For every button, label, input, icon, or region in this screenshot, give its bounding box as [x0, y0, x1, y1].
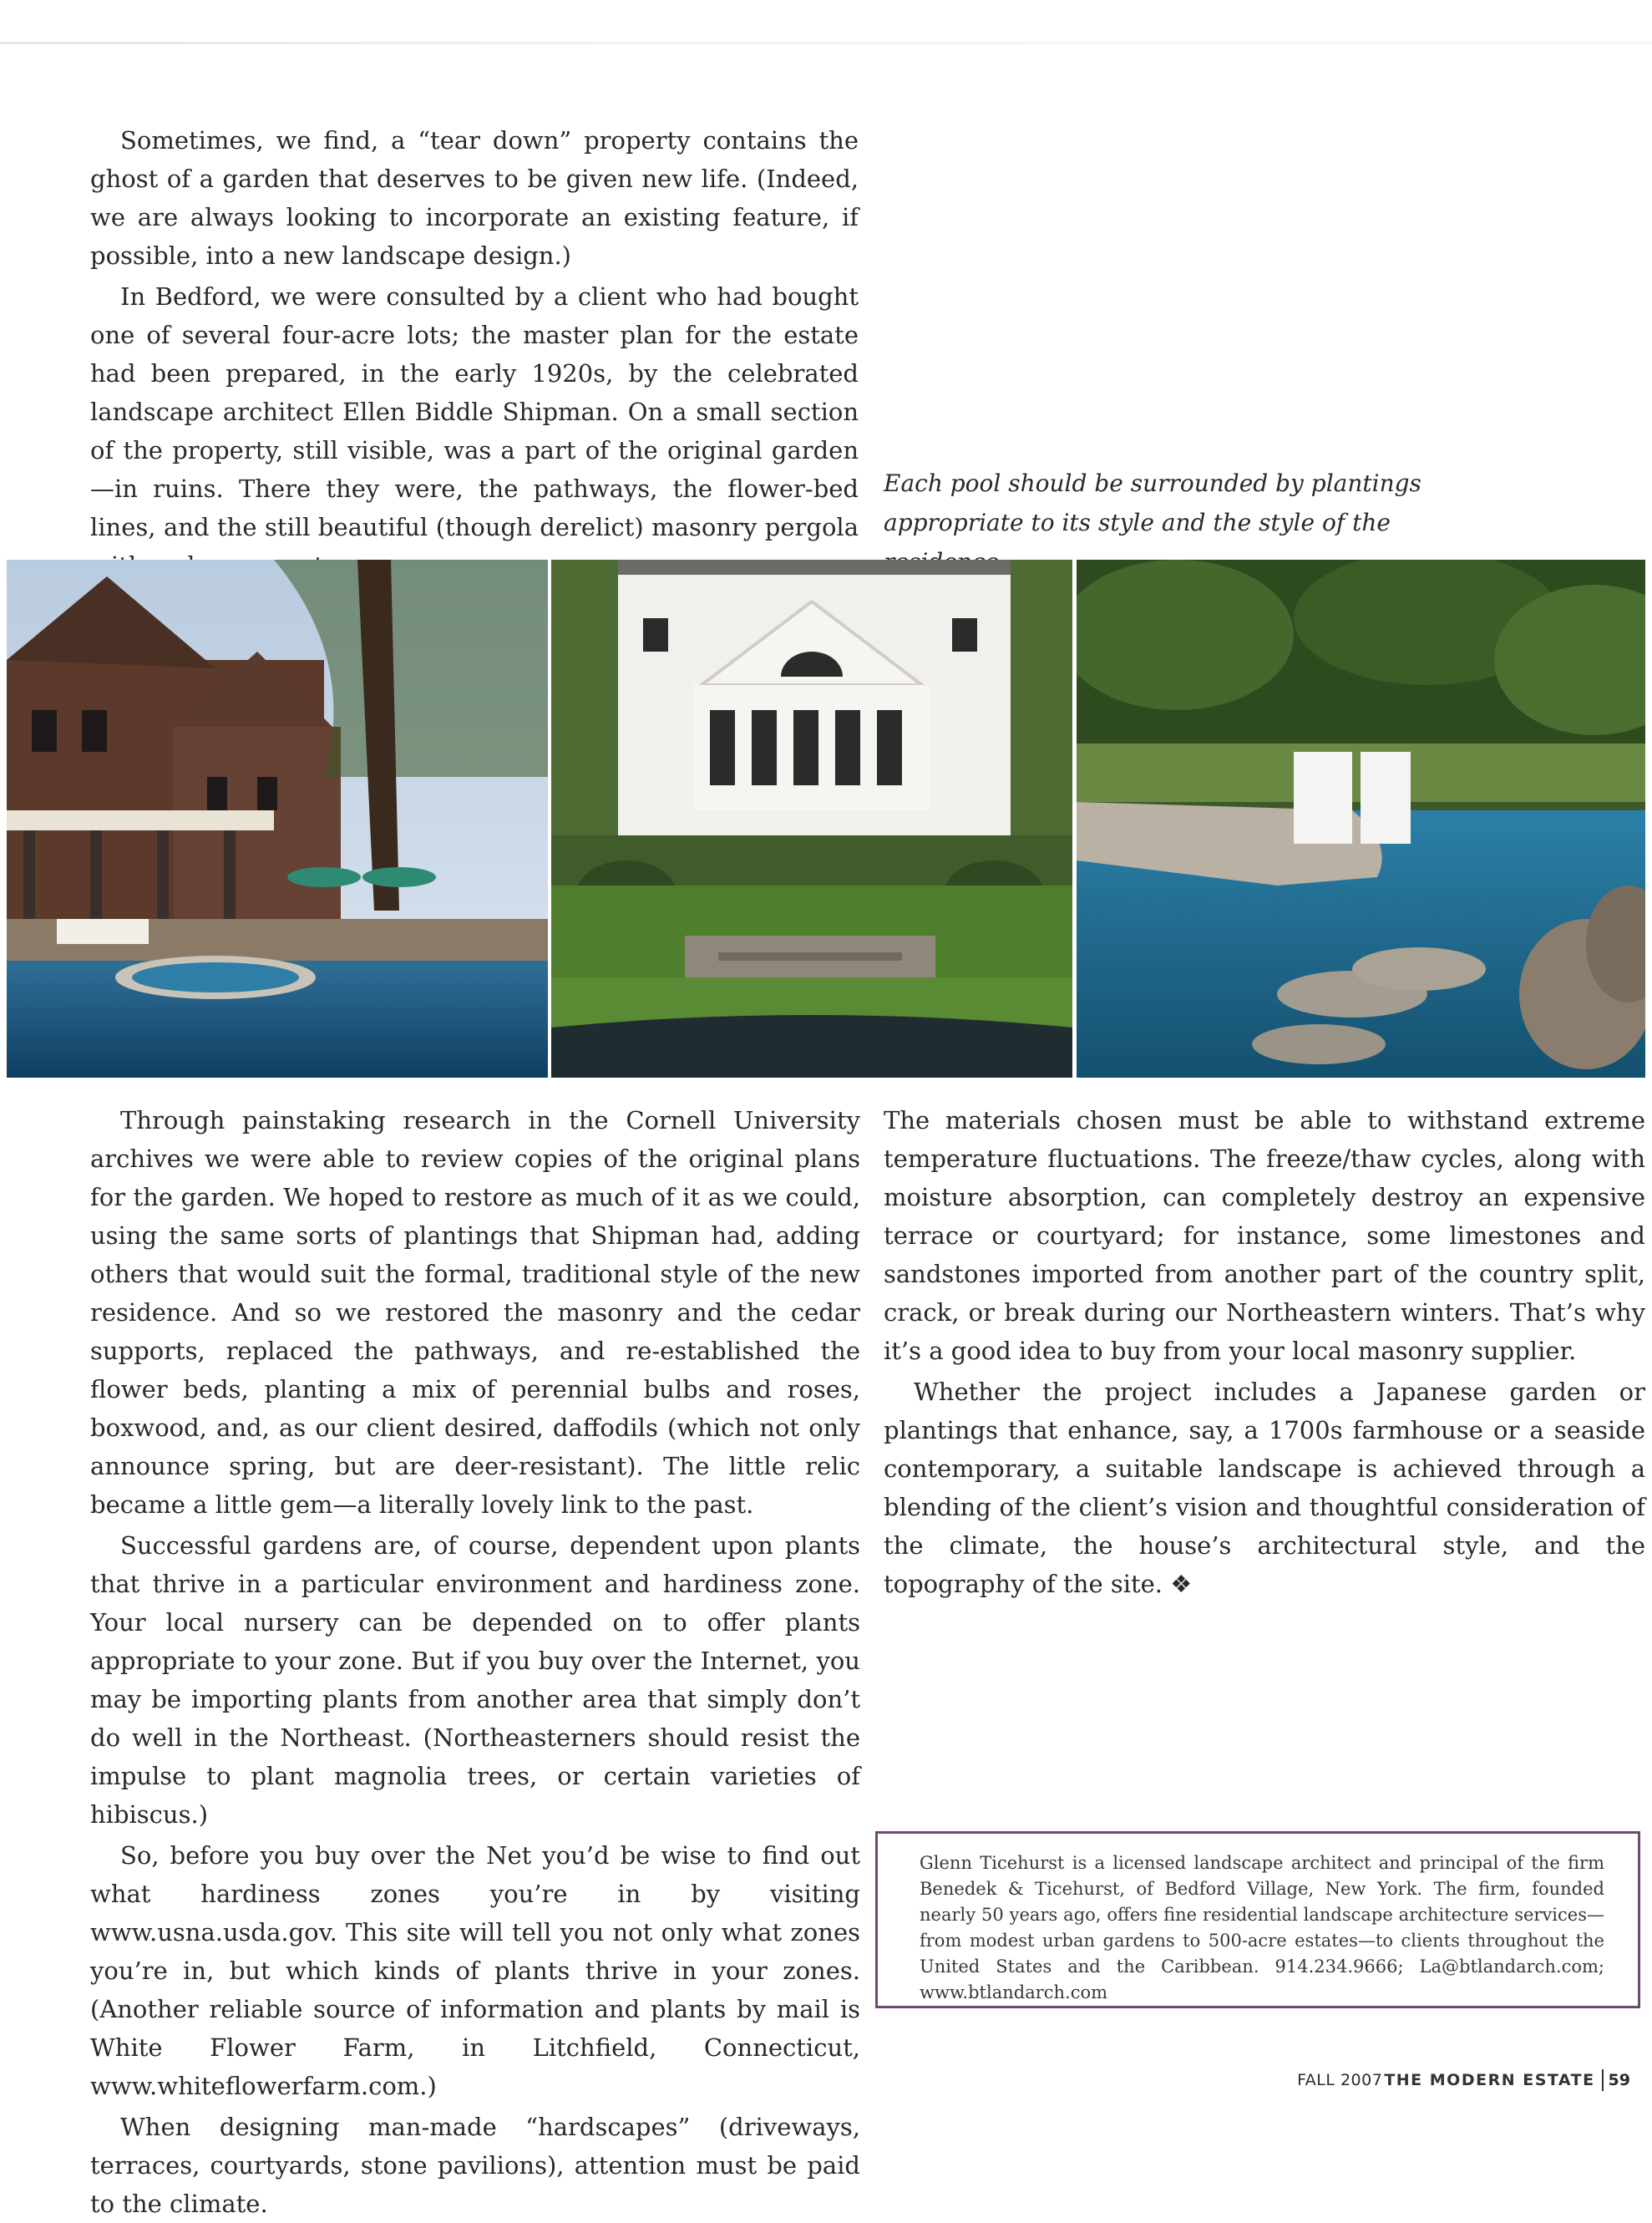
body-paragraph: The materials chosen must be able to withstand extreme temperature fluctuations. The freeze/thaw cycles, along with moisture absorption, can completely destroy an expensive terrace or courtyard; for instance, some limestones and sandstones imported from another part of the country split, crack, or break during our Northeastern winters. That’s why it’s a good idea to buy from your local masonry supplier.: [884, 1106, 1645, 1365]
intro-paragraph: In Bedford, we were consulted by a client who had bought one of several four-acre lots; the master plan for the estate had been prepared, in the early 1920s, by the celebrated landscape architect Ellen Biddle Shipman. On a small section of the property, still visible, was a part of the original garden—in ruins. There they were, the pathways, the flower-bed lines, and the still beautiful (though derelict) masonry pergola: [90, 282, 859, 541]
body-paragraph: So, before you buy over the Net you’d be wise to find out what hardiness zones you’re in by visiting www.usna.usda.gov. This site will tell you not only what zones you’re in, but which kinds of plants thrive in your zones. (Another reliable source of information and plants by mail is White Flower Farm, in Litchfield, Connecticut, www.whiteflowerfarm.com.): [90, 1841, 860, 2100]
body-paragraph: When designing man-made “hardscapes” (driveways, terraces, courtyards, stone pavilions), attention must be paid to the climate.: [90, 2113, 860, 2218]
footer-magazine-title: THE MODERN ESTATE: [1384, 2071, 1595, 2089]
page-number: 59: [1608, 2071, 1630, 2089]
body-paragraph: Through painstaking research in the Cornell University archives we were able to review copies of the original plans for the garden. We hoped to restore as much of it as we could, using the same sorts of plantings that Shipman had, adding others that would suit the formal, traditional style of the new residence. And so we restored the masonry and the cedar supports, replaced the pathways, and re-established the flower beds, planting a mix of perennial bulbs and roses, boxwood, and, as our client desired, daffodils (which not only announce spring, but are deer-resistant). The little relic became a little gem—a literally lovely link to the past.: [90, 1106, 860, 1519]
footer-issue: FALL 2007: [1297, 2071, 1383, 2089]
photo-colonial-garden-image: [551, 560, 1072, 1078]
photo-estate-pool-image: [7, 560, 548, 1078]
photo-caption: Each pool should be surrounded by plantings appropriate to its style and the style of the: [884, 469, 1421, 536]
intro-column: [90, 121, 859, 585]
intro-paragraph: Sometimes, we find, a “tear down” property contains the ghost of a garden that deserves to be given new life. (Indeed, we are always looking to incorporate an existing feature, if possible, into a new landscape design.): [90, 126, 859, 270]
photo-colonial-garden: [551, 560, 1072, 1078]
body-paragraph: Successful gardens are, of course, dependent upon plants that thrive in a particular environment and hardiness zone. Your local nursery can be depended on to offer plants appropriate to your zone. But if you buy over the Internet, you may be importing plants from another area that simply don’t do well in the Northeast. (Northeasterners should resist the impulse to plant magnolia trees, or certain varieties of hibiscus.): [90, 1531, 860, 1829]
author-bio-box: [875, 1831, 1640, 2008]
author-bio-text: Glenn Ticehurst is a licensed landscape architect and principal of the firm Benedek & Ticehurst, of Bedford Village, New York. The firm, founded nearly 50 years ago, offers fine residential landscape architecture services—from modest urban gardens to 500-acre estates—to clients throughout the United States and the Caribbean. 914.234.9666; La@btlandarch.com; www.btlandarch.com: [920, 1853, 1604, 2002]
page-footer: [1297, 2063, 1630, 2097]
footer-divider: [1602, 2069, 1604, 2091]
photo-natural-pool-image: [1077, 560, 1645, 1078]
top-rule: [0, 42, 1652, 44]
photo-natural-pool: [1077, 560, 1645, 1078]
body-paragraph: Whether the project includes a Japanese garden or plantings that enhance, say, a 1700s farmhouse or a seaside contemporary, a suitable landscape is achieved through a blending of the client’s vision and thoughtful consideration of the climate, the house’s architectural style, and the topography of the site. ❖: [884, 1378, 1645, 1598]
right-body-column: [884, 1101, 1645, 1603]
photo-estate-pool: [7, 560, 548, 1078]
left-body-column: [90, 1101, 860, 2223]
